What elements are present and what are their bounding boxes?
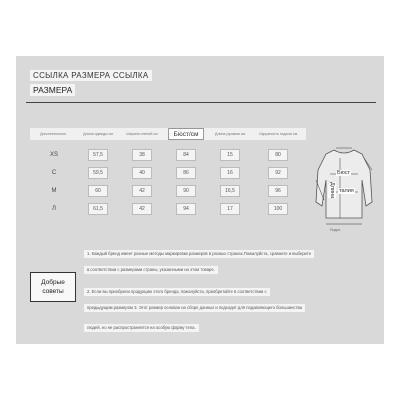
tip-line: предыдущим размером 3. Этот размер основан на сборе данных и подходит для подавляющего большинства: [84, 304, 305, 312]
table-cell: 17: [220, 203, 240, 215]
waist-label: талия: [339, 188, 354, 194]
tip-line: в соответствии с размерами страны, указанными на этом товаре.: [84, 266, 218, 274]
table-cell: 60: [88, 185, 108, 197]
tip-line: 2. Если вы приобрели продукцию этого бренда, пожалуйста, приобретайте в соответствии с: [84, 288, 270, 296]
size-label: Л: [52, 206, 56, 212]
table-row: [30, 202, 306, 216]
table-cell: 84: [176, 149, 196, 161]
table-cell: 59,5: [88, 167, 108, 179]
table-cell: 16,5: [220, 185, 240, 197]
tips-badge: [30, 272, 76, 302]
bust-label: Бюст: [337, 170, 351, 176]
divider: [26, 102, 376, 103]
table-cell: 16: [220, 167, 240, 179]
column-header: Ширина плечей см: [126, 132, 158, 136]
table-header: [30, 128, 306, 140]
chart-subtitle: РАЗМЕРА: [30, 84, 75, 96]
table-cell: 40: [132, 167, 152, 179]
table-cell: 42: [132, 203, 152, 215]
table-cell: 86: [176, 167, 196, 179]
garment-diagram: [312, 140, 376, 236]
size-label: XS: [49, 152, 58, 158]
table-cell: 15: [220, 149, 240, 161]
table-cell: 38: [132, 149, 152, 161]
table-cell: 80: [268, 149, 288, 161]
table-cell: 61,5: [88, 203, 108, 215]
table-cell: 57,5: [88, 149, 108, 161]
column-header: Длина одежды см: [83, 132, 113, 136]
table-cell: 96: [268, 185, 288, 197]
table-cell: 100: [268, 203, 288, 215]
tip-line: 1. Каждый бренд имеет разные методы маркировки размеров в разных странах.Пожалуйста, сравните и выберите: [84, 250, 314, 258]
table-cell: 42: [132, 185, 152, 197]
table-row: [30, 166, 306, 180]
column-header: Дополнительно: [40, 132, 66, 136]
size-label: M: [51, 188, 57, 194]
column-header: Длина рукавов см: [215, 132, 245, 136]
table-cell: 94: [176, 203, 196, 215]
table-cell: 90: [176, 185, 196, 197]
tips-badge-line: Добрые: [41, 279, 65, 286]
size-label: С: [51, 170, 57, 176]
length-label: Длина: [329, 182, 335, 199]
hem-label: Подол: [330, 228, 341, 232]
tip-line: людей, но не распространяется на особую форму тела.: [84, 324, 199, 332]
column-header: Окружность подола см: [258, 132, 298, 136]
chart-title: ССЫЛКА РАЗМЕРА ССЫЛКА: [30, 70, 152, 81]
tips-badge-line: советы: [42, 288, 64, 295]
table-row: [30, 148, 306, 162]
table-cell: 92: [268, 167, 288, 179]
table-row: [30, 184, 306, 198]
column-header: Бюст/см: [168, 128, 204, 140]
